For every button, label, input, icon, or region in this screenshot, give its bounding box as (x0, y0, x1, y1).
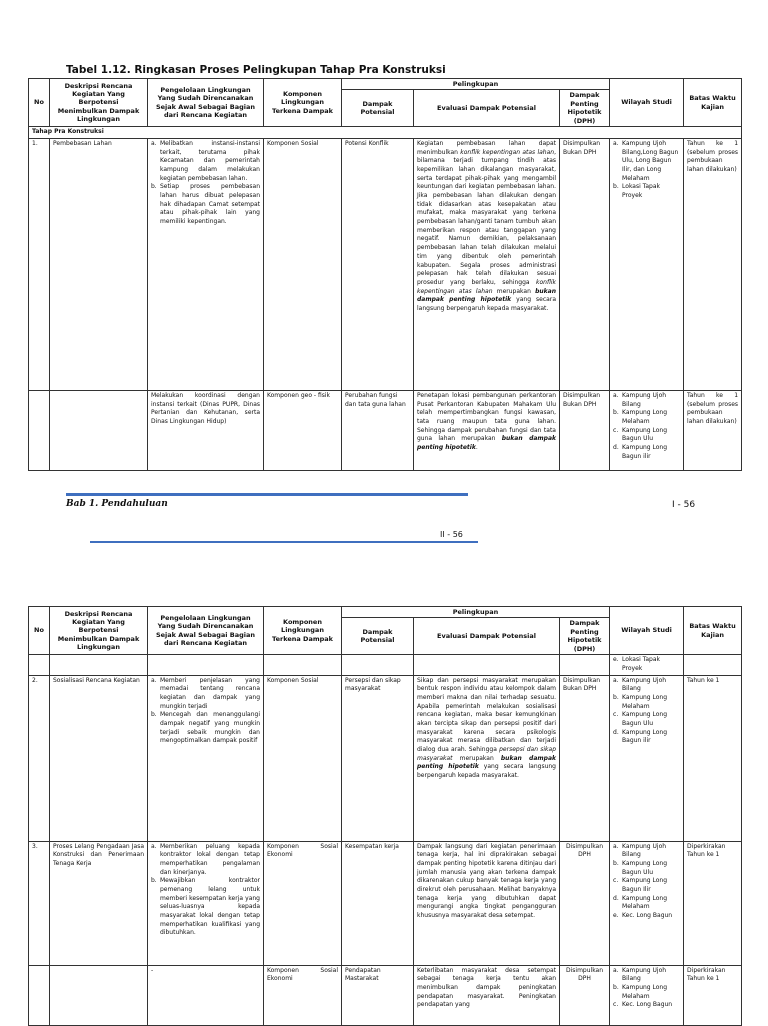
row-komponen: Komponen Sosial (264, 675, 342, 841)
col-header-batas: Batas Waktu Kajian (684, 79, 742, 127)
list-item: c. Kampung Long Bagun Ulu (613, 426, 668, 443)
row-batas: Tahun ke 1 (sebelum proses pembukaan lahan dilakukan) (684, 390, 742, 470)
list-item: a. Kampung Ujoh Bilang (613, 676, 667, 693)
row-wilayah (610, 675, 684, 841)
section-label: Tahap Pra Konstruksi (29, 127, 742, 139)
row-pengelolaan: Melakukan koordinasi dengan instansi terkait (Dinas PUPR, Dinas Pertanian dan Kehutanan, serta Dinas Lingkungan Hidup) (148, 390, 264, 470)
row-deskripsi (50, 965, 148, 1025)
list-item: a. Memberikan peluang kepada kontraktor lokal dengan tetap memperhatikan pengalaman dan kinerjanya. (151, 842, 260, 876)
row-batas: Diperkirakan Tahun ke 1 (684, 841, 742, 965)
list-item: d. Kampung Long Melaham (613, 894, 668, 911)
row-no: 2. (29, 675, 50, 841)
row-evaluasi: Sikap dan persepsi masyarakat merupakan bentuk respon individu atau kelompok dalam memberi makna dan nilai terhadap sesuatu. Apabila pemerintah melakukan sosialisasi rencana kegiatan, maka besar kemungkinan akan tercipta sikap dan persepsi positif dari masyarakat karena secara psikologis masyarakat merasa dilibatkan dan terjadi dialog dua arah. Sehingga persepsi dan sikap masyarakat merupakan bukan dampak penting hipotetik yang secara langsung berpengaruh kepada masyarakat. (414, 675, 560, 841)
row-wilayah (610, 965, 684, 1025)
list-item: c. Kampung Long Bagun Ulu (613, 711, 668, 727)
table-row (29, 675, 742, 841)
list-item: b. Mencegah dan menanggulangi dampak negatif yang mungkin terjadi sebaik mungkin dan mengoptimalkan dampak positif (151, 711, 260, 745)
row-batas: Tahun ke 1 (684, 675, 742, 841)
list-item: d. Kampung Long Bagun ilir (613, 444, 668, 460)
col-header-dph: Dampak Penting Hipotetik (DPH) (560, 90, 610, 127)
col-header-evaluasi: Evaluasi Dampak Potensial (414, 618, 560, 655)
col-header-dph: Dampak Penting Hipotetik (DPH) (560, 618, 610, 655)
table-row (29, 965, 742, 1025)
row-dph: Disimpulkan DPH (560, 965, 610, 1025)
row-pengelolaan (148, 841, 264, 965)
list-item: d. Kampung Long Bagun ilir (613, 728, 668, 745)
list-item: e. Kec. Long Bagun (613, 912, 673, 920)
row-dampak: Kesempatan kerja (342, 841, 414, 965)
row-pengelolaan: - (148, 965, 264, 1025)
row-deskripsi: Sosialisasi Rencana Kegiatan (50, 675, 148, 841)
row-evaluasi: Penetapan lokasi pembangunan perkantoran Pusat Perkantoran Kabupaten Mahakam Ulu telah mempertimbangkan fungsi kawasan, tata ruang maupun tata guna lahan. Sehingga dampak perubahan fungsi dan tata guna lahan merupakan bukan dampak penting hipotetik. (414, 390, 560, 470)
table-row (29, 841, 742, 965)
list-item: a. Kampung Ujoh Bilang (613, 391, 667, 408)
row-batas: Diperkirakan Tahun ke 1 (684, 965, 742, 1025)
list-item: b. Lokasi Tapak Proyek (613, 183, 660, 199)
col-header-wilayah: Wilayah Studi (610, 79, 684, 127)
row-deskripsi: Proses Lelang Pengadaan Jasa Konstruksi dan Penerimaan Tenaga Kerja (50, 841, 148, 965)
col-header-pelingkupan: Pelingkupan (342, 79, 610, 90)
footer-rule (66, 493, 468, 496)
row-komponen: Komponen Sosial Ekonomi (264, 841, 342, 965)
row-dph: Disimpulkan Bukan DPH (560, 390, 610, 470)
scoping-table-bottom (28, 606, 742, 1026)
footer-rule-2 (90, 541, 478, 543)
list-item: b. Kampung Long Bagun Ulu (613, 859, 668, 876)
col-header-pelingkupan: Pelingkupan (342, 607, 610, 618)
list-item: a. Kampung Ujoh Bilang (613, 966, 667, 983)
row-no (29, 965, 50, 1025)
row-evaluasi: Keterlibatan masyarakat desa setempat sebagai tenaga kerja tentu akan menimbulkan dampak peningkatan pendapatan masyarakat. Peningkatan pendapatan yang (414, 965, 560, 1025)
table-row (29, 390, 742, 470)
row-wilayah (610, 138, 684, 390)
row-dph: Disimpulkan Bukan DPH (560, 675, 610, 841)
row-komponen: Komponen Sosial (264, 138, 342, 390)
row-no: 3. (29, 841, 50, 965)
list-item: c. Kec. Long Bagun (613, 1001, 673, 1009)
col-header-wilayah: Wilayah Studi (610, 607, 684, 655)
col-header-dampak-potensial: Dampak Potensial (342, 618, 414, 655)
row-no (29, 390, 50, 470)
col-header-deskripsi: Deskripsi Rencana Kegiatan Yang Berpotensi Menimbulkan Dampak Lingkungan (50, 79, 148, 127)
row-pengelolaan (148, 138, 264, 390)
list-item: a. Melibatkan instansi-instansi terkait, terutama pihak Kecamatan dan pemerintah kampung dalam melakukan kegiatan pembebasan lahan. (151, 139, 260, 182)
list-item: b. Kampung Long Melaham (613, 693, 668, 710)
col-header-komponen: Komponen Lingkungan Terkena Dampak (264, 607, 342, 655)
list-item: a. Kampung Ujoh Bilang (613, 842, 667, 859)
col-header-no: No (29, 79, 50, 127)
row-dampak: Potensi Konflik (342, 138, 414, 390)
row-wilayah (610, 390, 684, 470)
row-no: 1. (29, 138, 50, 390)
list-item: a. Kampung Ujoh Bilang,Long Bagun Ulu, Long Bagun Ilir, dan Long Melaham (613, 139, 679, 182)
row-batas: Tahun ke 1 (sebelum proses pembukaan lahan dilakukan) (684, 138, 742, 390)
row-dph: Disimpulkan DPH (560, 841, 610, 965)
list-item: b. Mewajibkan kontraktor pemenang lelang untuk memberi kesempatan kerja yang seluas-luasnya kepada masyarakat lokal dengan tetap memperhatikan kualifikasi yang dibutuhkan. (151, 877, 260, 937)
row-evaluasi: Kegiatan pembebasan lahan dapat menimbulkan konflik kepentingan atas lahan, bilamana terjadi tumpang tindih atas kepemilikan lahan dikalangan masyarakat, serta terdapat pihak-pihak yang mengambil keuntungan dari kegiatan pembebasan lahan. Jika pembebasan lahan dilakukan dengan tidak didasarkan atas kesepakatan atau mufakat, maka masyarakat yang terkena pembebasan lahan/ganti tanam tumbuh akan memberikan respon atau tanggapan yang negatif. Namun demikian, pelaksanaan pembebasan lahan telah dilakukan melalui tim yang dibentuk oleh pemerintah kabupaten. Segala proses administrasi pelepasan hak telah dilakukan sesuai prosedur yang berlaku, sehingga konflik kepentingan atas lahan merupakan bukan dampak penting hipotetik yang secara langsung berpengaruh kepada masyarakat. (414, 138, 560, 390)
row-evaluasi: Dampak langsung dari kegiatan penerimaan tenaga kerja, hal ini diprakirakan sebagai dampak penting hipotetik karena ditinjau dari jumlah manusia yang akan terkena dampak dikarenakan cukup banyak tenaga kerja yang direkrut oleh perusahaan. Melihat banyaknya tenaga kerja yang dibutuhkan dapat mengurangi angka tingkat pengangguran khususnya masyarakat desa setempat. (414, 841, 560, 965)
row-komponen: Komponen Sosial Ekonomi (264, 965, 342, 1025)
col-header-no: No (29, 607, 50, 655)
list-item: b. Kampung Long Melaham (613, 409, 668, 425)
row-wilayah (610, 655, 684, 675)
row-dph: Disimpulkan Bukan DPH (560, 138, 610, 390)
row-wilayah (610, 841, 684, 965)
row-dampak: Perubahan fungsi dan tata guna lahan (342, 390, 414, 470)
col-header-dampak-potensial: Dampak Potensial (342, 90, 414, 127)
list-item: e. Lokasi Tapak Proyek (613, 656, 660, 672)
row-dampak: Pendapatan Mastarakat (342, 965, 414, 1025)
list-item: b. Kampung Long Melaham (613, 983, 668, 1000)
header-row-1 (29, 607, 742, 618)
row-dampak: Persepsi dan sikap masyarakat (342, 675, 414, 841)
page-bottom (0, 560, 768, 1024)
footer-chapter: Bab 1. Pendahuluan (66, 499, 168, 509)
row-deskripsi (50, 390, 148, 470)
table-row-continuation (29, 655, 742, 675)
footer-page-number: I - 56 (672, 500, 696, 510)
col-header-pengelolaan: Pengelolaan Lingkungan Yang Sudah Direncanakan Sejak Awal Sebagai Bagian dari Rencana Kegiatan (148, 607, 264, 655)
table-title: Tabel 1.12. Ringkasan Proses Pelingkupan Tahap Pra Konstruksi (66, 64, 446, 76)
col-header-batas: Batas Waktu Kajian (684, 607, 742, 655)
footer-page-number-alt: II - 56 (440, 530, 463, 539)
scoping-table-top (28, 78, 742, 471)
col-header-pengelolaan: Pengelolaan Lingkungan Yang Sudah Direncanakan Sejak Awal Sebagai Bagian dari Rencana Kegiatan (148, 79, 264, 127)
col-header-komponen: Komponen Lingkungan Terkena Dampak (264, 79, 342, 127)
row-deskripsi: Pembebasan Lahan (50, 138, 148, 390)
row-komponen: Komponen geo - fisik (264, 390, 342, 470)
col-header-evaluasi: Evaluasi Dampak Potensial (414, 90, 560, 127)
row-pengelolaan (148, 675, 264, 841)
list-item: b. Setiap proses pembebasan lahan harus dibuat pelepasan hak dihadapan Camat setempat atau pihak-pihak lain yang memiliki kepentingan. (151, 183, 260, 226)
header-row-1 (29, 79, 742, 90)
section-row (29, 127, 742, 139)
table-row (29, 138, 742, 390)
list-item: c. Kampung Long Bagun Ilir (613, 877, 668, 893)
col-header-deskripsi: Deskripsi Rencana Kegiatan Yang Berpotensi Menimbulkan Dampak Lingkungan (50, 607, 148, 655)
list-item: a. Memberi penjelasan yang memadai tentang rencana kegiatan dan dampak yang mungkin terjadi (151, 676, 260, 710)
